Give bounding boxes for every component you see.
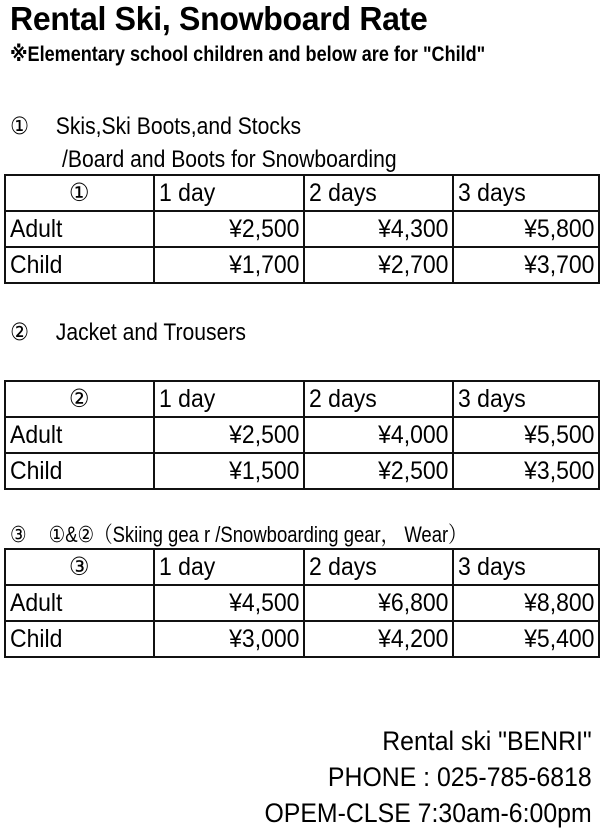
table-header-row <box>5 175 599 211</box>
header-cell-key: ① <box>5 175 154 211</box>
row-label: Child <box>5 621 154 657</box>
price-cell: ¥2,500 <box>154 211 304 247</box>
table-row-adult <box>5 417 599 453</box>
header-cell-2-days: 2 days <box>304 381 453 417</box>
section-2-number: ② <box>10 319 29 346</box>
price-cell: ¥1,500 <box>154 453 304 489</box>
shop-name: Rental ski "BENRI" <box>382 726 592 756</box>
header-cell-2-days: 2 days <box>304 175 453 211</box>
header-cell-key: ③ <box>5 549 154 585</box>
section-3-rate-table <box>4 548 600 658</box>
header-cell-1-day: 1 day <box>154 381 304 417</box>
table-row-adult <box>5 211 599 247</box>
price-cell: ¥3,700 <box>453 247 599 283</box>
section-1-heading-line-1: Skis,Ski Boots,and Stocks <box>55 113 302 140</box>
price-cell: ¥5,800 <box>453 211 599 247</box>
section-2-heading-line-1: Jacket and Trousers <box>55 319 246 346</box>
header-cell-3-days: 3 days <box>453 381 599 417</box>
row-label: Adult <box>5 585 154 621</box>
price-cell: ¥4,500 <box>154 585 304 621</box>
header-cell-1-day: 1 day <box>154 175 304 211</box>
header-cell-3-days: 3 days <box>453 549 599 585</box>
section-1-rate-table <box>4 174 600 284</box>
shop-hours: OPEM-CLSE 7:30am-6:00pm <box>264 798 592 828</box>
table-row-child <box>5 453 599 489</box>
section-3-heading-line-1: ①&②（Skiing gea r /Snowboarding gear， Wear） <box>48 522 467 547</box>
row-label: Child <box>5 247 154 283</box>
section-3-heading <box>10 518 467 549</box>
header-cell-3-days: 3 days <box>453 175 599 211</box>
child-note: ※Elementary school children and below are for "Child" <box>10 43 486 66</box>
section-1-number: ① <box>10 113 29 140</box>
table-row-child <box>5 247 599 283</box>
section-1-heading <box>10 112 301 141</box>
header-cell-2-days: 2 days <box>304 549 453 585</box>
price-cell: ¥2,500 <box>154 417 304 453</box>
price-cell: ¥5,400 <box>453 621 599 657</box>
section-2-rate-table <box>4 380 600 490</box>
row-label: Adult <box>5 211 154 247</box>
price-cell: ¥3,000 <box>154 621 304 657</box>
price-cell: ¥4,300 <box>304 211 453 247</box>
price-cell: ¥2,700 <box>304 247 453 283</box>
section-2-heading <box>10 318 246 347</box>
price-cell: ¥8,800 <box>453 585 599 621</box>
header-cell-key: ② <box>5 381 154 417</box>
row-label: Child <box>5 453 154 489</box>
row-label: Adult <box>5 417 154 453</box>
header-cell-1-day: 1 day <box>154 549 304 585</box>
price-cell: ¥1,700 <box>154 247 304 283</box>
shop-phone: PHONE : 025-785-6818 <box>328 762 592 792</box>
price-cell: ¥6,800 <box>304 585 453 621</box>
section-3-number: ③ <box>10 522 27 547</box>
page-title: Rental Ski, Snowboard Rate <box>10 0 428 37</box>
price-cell: ¥3,500 <box>453 453 599 489</box>
table-row-child <box>5 621 599 657</box>
price-cell: ¥4,000 <box>304 417 453 453</box>
table-row-adult <box>5 585 599 621</box>
price-cell: ¥4,200 <box>304 621 453 657</box>
price-cell: ¥2,500 <box>304 453 453 489</box>
table-header-row <box>5 381 599 417</box>
price-cell: ¥5,500 <box>453 417 599 453</box>
table-header-row <box>5 549 599 585</box>
section-1-heading-line-2: /Board and Boots for Snowboarding <box>62 146 397 173</box>
